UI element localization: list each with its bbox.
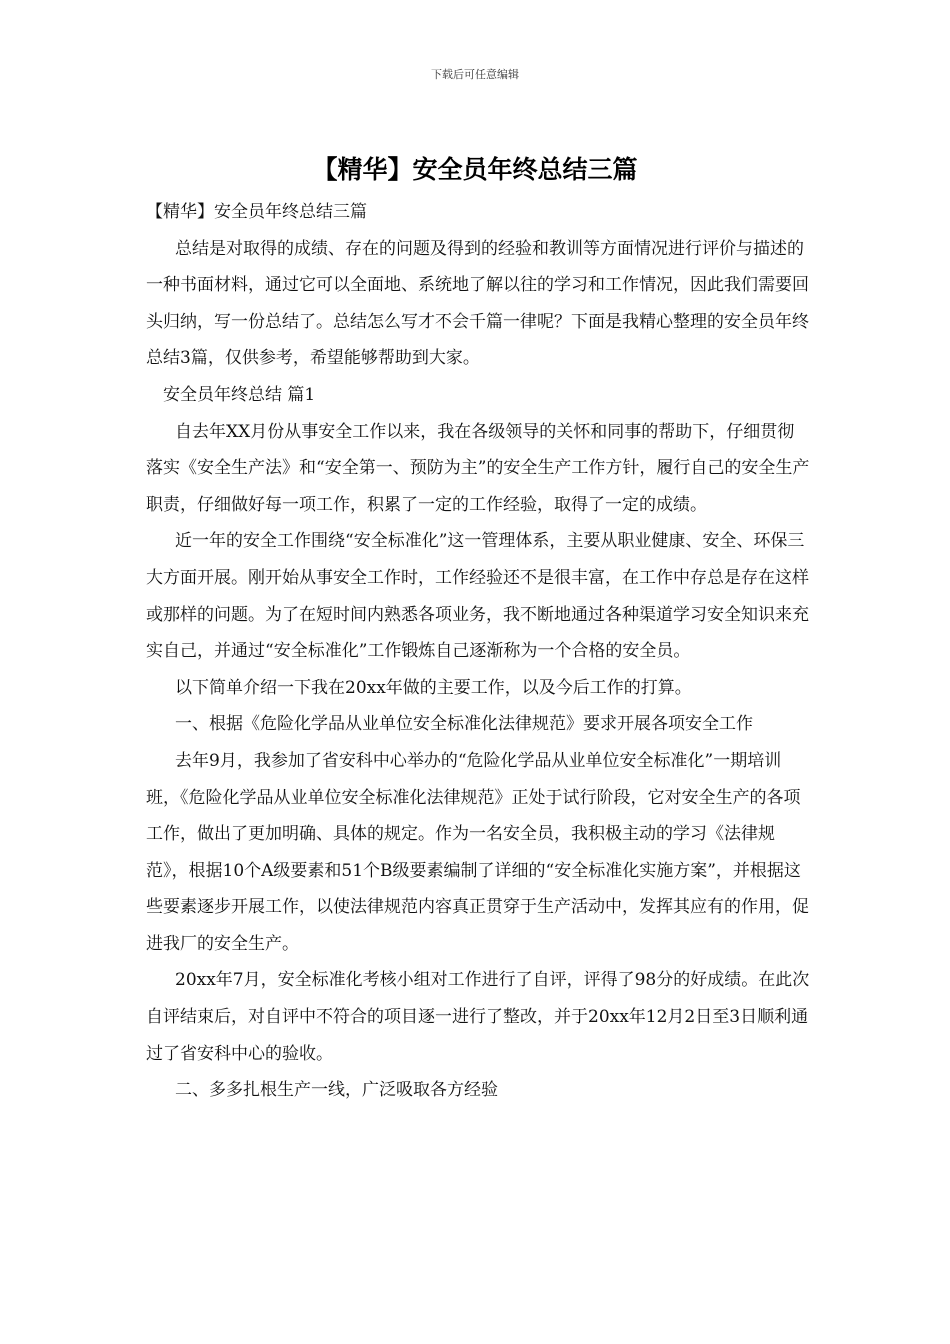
section-heading-two: 二、多多扎根生产一线，广泛吸取各方经验 (175, 1080, 498, 1101)
body-paragraph: 近一年的安全工作围绕“安全标准化”这一管理体系，主要从职业健康、安全、环保三大方面开展。刚开始从事安全工作时，工作经验还不是很丰富，在工作中存总是存在这样或那样的问题。为了在短时间内熟悉各项业务，我不断地通过各种渠道学习安全知识来充实自己，并通过“安全标准化”工作锻炼自己逐渐称为一个合格的安全员。 (146, 531, 809, 662)
body-paragraph: 自去年XX月份从事安全工作以来，我在各级领导的关怀和同事的帮助下，仔细贯彻落实《安全生产法》和“安全第一、预防为主”的安全生产工作方针，履行自己的安全生产职责，仔细做好每一项工作，积累了一定的工作经验，取得了一定的成绩。 (146, 421, 810, 515)
body-paragraph: 以下简单介绍一下我在20xx年做的主要工作，以及今后工作的打算。 (175, 677, 692, 698)
intro-paragraph: 总结是对取得的成绩、存在的问题及得到的经验和教训等方面情况进行评价与描述的一种书面材料，通过它可以全面地、系统地了解以往的学习和工作情况，因此我们需要回头归纳，写一份总结了。总结怎么写才不会千篇一律呢？下面是我精心整理的安全员年终总结3篇，仅供参考，希望能够帮助到大家。 (146, 238, 809, 369)
section-heading-one: 一、根据《危险化学品从业单位安全标准化法律规范》要求开展各项安全工作 (175, 714, 753, 735)
body-paragraph: 20xx年7月，安全标准化考核小组对工作进行了自评，评得了98分的好成绩。在此次自评结束后，对自评中不符合的项目逐一进行了整改，并于20xx年12月2日至3日顺利通过了省安科中心的验收。 (146, 970, 810, 1064)
document-title: 【精华】安全员年终总结三篇 (312, 155, 638, 184)
body-paragraph: 去年9月，我参加了省安科中心举办的“危险化学品从业单位安全标准化”一期培训班，《危险化学品从业单位安全标准化法律规范》正处于试行阶段，它对安全生产的各项工作，做出了更加明确、具体的规定。作为一名安全员，我积极主动的学习《法律规范》，根据10个A级要素和51个B级要素编制了详细的“安全标准化实施方案”，并根据这些要素逐步开展工作，以使法律规范内容真正贯穿于生产活动中，发挥其应有的作用，促进我厂的安全生产。 (146, 750, 809, 954)
header-note: 下载后可任意编辑 (431, 68, 519, 81)
document-body (146, 194, 810, 1109)
section-heading-part-1: 安全员年终总结 篇1 (163, 384, 316, 405)
subtitle-paragraph: 【精华】安全员年终总结三篇 (146, 202, 367, 222)
